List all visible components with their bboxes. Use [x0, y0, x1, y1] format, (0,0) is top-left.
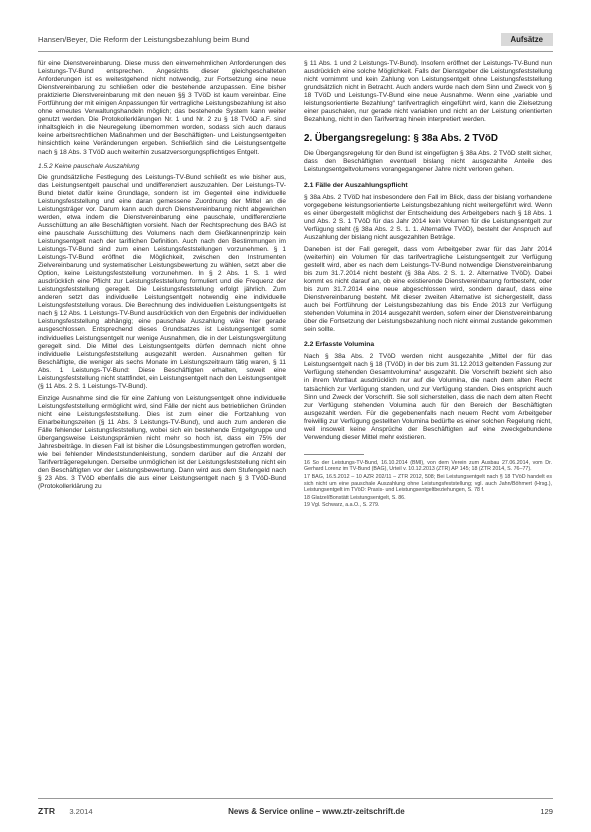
subheading: 1.5.2 Keine pauschale Auszahlung [38, 162, 140, 170]
running-header [38, 30, 553, 48]
subheading: 2.2 Erfasste Volumina [304, 341, 375, 349]
page-number: 129 [540, 806, 553, 816]
footnote-rule [304, 454, 364, 455]
section-badge: Aufsätze [501, 33, 554, 46]
paragraph: für eine Dienstvereinbarung. Diese muss den einvernehmlichen Anforderungen des Leistungs-TV-Bund entsprechen. Angesichts dieser gleichgeschalteten Anforderungen ist es weitestgehend nicht notwendig, zur Fortsetzung eine neue Dienstvereinbarung zu schließen oder die bestehende anzupassen. Eine bisher praktizierte Dienstvereinbarung mit den neuen §§ 3 TVöD ist kaum vereinbar. Eine Fortführung der mit einigen Anpassungen für vertragliche Leistungsbezahlung ist also ohne erneutes Verwaltungshandeln möglich; das bestehende System kann weiter genutzt werden. Die Protokollerklärungen Nr. 1 und Nr. 2 zu § 18 TVöD a.F. sind inhaltsgleich in die Neuregelung übernommen worden, sodass sich auch daraus keine arbeitsrechtlichen Maßnahmen und der Beschäftigten- und Leistungsentgelten hinsichtlich keine Veränderungen ergeben. Schließlich sind die Leistungsentgelte nach § 18 Abs. 3 TVöD auch weiterhin zusatzversorgungspflichtiges Entgelt. [38, 60, 286, 156]
section-heading: 2. Übergangsregelung: § 38a Abs. 2 TVöD [304, 133, 498, 145]
footer-rule [38, 798, 553, 799]
paragraph: Einzige Ausnahme sind die für eine Zahlung von Leistungsentgelt ohne individuelle Leistungsfeststellung ermöglicht wird, sind Fälle der nicht aus betrieblichen Gründen nicht eine Leistungsfeststellung. Dies ist zum einer die Fortzahlung von Einarbeitungszeiten (§ 11 Abs. 3 Leistungs-TV-Bund), und auch zum anderen die Fälle fehlender Leistungsfeststellung, wobei sich ein bestehende Entgeltgruppe und übergangsweise Leistungsprämien nicht mehr so hoch ist, dass ein 75% der Jahresbeiträge. In diesen Fall ist bisher die Lösungsbestimmungen getroffen worden, wie bei fehlender Mindeststundenleistung, sondern darüber auf die Anzahl der Tarifverträgeregelungen. Derselbe unmöglichen ist der Leistungsfeststellung nicht ein den Beschäftigten vor der Leistungsbewertung. Dann wird aus dem Stufengeld nach § 23 Abs. 3 TVöD ebenfalls die aus einer Leistungsentgelt nach § 3 TVöD-Bund (Protokollerklärung zu [38, 394, 286, 491]
footnote: 19 Vgl. Schwarz, a.a.O., S. 279. [304, 502, 380, 509]
paragraph: § 11 Abs. 1 und 2 Leistungs-TV-Bund). Insofern eröffnet der Leistungs-TV-Bund nun ausdrücklich eine solche Möglichkeit. Falls der Dienstgeber die Leistungsfeststellung nicht vornimmt und kein Zahlung von Leistungsentgelt ohne Leistungsfeststellung grundsätzlich nicht in Betracht. Auch anders wurde nach dem Sinn und Zweck von § 18 TVöD und Leistungs-TV-Bund eine neue Ausnahme. Wenn eine „variable und leistungsorientierte Bezahlung“ tarifvertraglich eingeführt wird, kann die Zielsetzung einer pauschalen, nur gerade nicht variablen und nicht an der Leistung orientierten Bezahlung, nicht in den Tarifvertrag hinein interpretiert werden. [304, 60, 552, 124]
page-footer [38, 804, 553, 818]
footnote: 16 So der Leistungs-TV-Bund, 16.10.2014 (BMI), von dem Verein zum Ausbau 27.06.2014, vom Dr. Gerhard Lorenz im TV-Bund (BAG), Urteil v. 10.12.2013 (ZTR) AP 145; 18 (ZTR 2014, S. 76–77). [304, 459, 552, 473]
footnotes [304, 460, 552, 509]
footer-website: News & Service online – www.ztr-zeitschrift.de [228, 806, 405, 816]
issue-number: 3.2014 [69, 806, 93, 816]
journal-logo: ZTR [38, 806, 56, 816]
paragraph: Die grundsätzliche Festlegung des Leistungs-TV-Bund schließt es wie bisher aus, das Leistungsentgelt pauschal und undifferenziert auszuzahlen. Der Leistungs-TV-Bund bietet dafür keine Grundlage, sondern ist im Gegenteil eine individuelle Leistungsfeststellung und eine daran gemessene Zuordnung der Mittel an die Leistungsträger vor. Darum kann auch durch Dienstvereinbarung nicht abgewichen werden, etwa indem die Dienstvereinbarung eine pauschale, undifferenzierte Ausschüttung an alle Beschäftigten vorsieht. Nach der Rechtsprechung des BAG ist eine pauschale Ausschüttung des Volumens nach dem Gießkannenprinzip kein Leistungsentgelt nach der tariflichen Definition. Auch nach den Bestimmungen im Leistungs-TV-Bund sind zum einen Leistungsfeststellungen vorzunehmen. § 1 Leistungs-TV-Bund eröffnet die Möglichkeit, zwischen den Instrumenten Zielvereinbarung und systematischer Leistungsbewertung zu wählen, setzt aber die Option, keine Leistungsfeststellung vorzunehmen. In § 2 Abs. 1 S. 1 wird ausdrücklich eine Pflicht zur Leistungsfeststellung formuliert und die Frequenz der Leistungsfeststellung geregelt. Die Leistungsfeststellung erfolgt jährlich. Zum anderen setzt das individuelle Leistungsentgelt notwendig eine individuelle Leistungsfeststellung voraus. Die Berechnung des individuellen Leistungsentgelts ist nach § 12 Abs. 1 Leistungs-TV-Bund ausdrücklich von den Ergebnis der individuellen Leistungsfeststellung abhängig; eine pauschale Auszahlung wäre hier gerade ausgeschlossen. Entsprechend dieses Grundsatzes ist Leistungsentgelt somit individuelles Leistungsentgelt nur wenige Ausnahmen, die in der Leistungsvergütung geregelt sind. Die Mittel des Leistungsentgelts dürfen demnach nicht ohne individuelle Leistungsfeststellung ausgezahlt werden. Ausnahmen gelten für Beschäftigte, die weniger als sechs Monate im Leistungszeitraum tätig waren, § 11 Abs. 1 Leistungs-TV-Bund: Diese Beschäftigten erhalten, soweit eine Leistungsfeststellung nicht stattfindet, ein Leistungsentgelt nach den Leistungsentgelt (§ 11 Abs. 2 S. 1 Leistungs-TV-Bund). [38, 173, 286, 390]
paragraph: Daneben ist der Fall geregelt, dass vom Arbeitgeber zwar für das Jahr 2014 (weiterhin) ein Volumen für das tarifvertragliche Leistungsentgelt zur Verfügung gestellt wird, aber es nach dem Leistungs-TV-Bund notwendige Dienstvereinbarung bis zum 31.7.2014 nicht besteht (§ 38a Abs. 2 S. 1. 2. Alternative TVöD). Dabei kommt es nicht darauf an, ob eine existierende Dienstvereinbarung fortbesteht, oder bis zum 31.7.2014 eine neue abgeschlossen wird, sondern darauf, dass eine Dienstvereinbarung besteht. Mit dieser zweiten Alternative ist sichergestellt, dass auch bei Fortführung der Leistungsbezahlung das bis Ende 2013 zur Verfügung stehenden Volumina in 2014 ausgezahlt werden, sofern einer der Dienstvereinbarung über die Fortsetzung der Leistungsbezahlung noch nicht einmal zustande gekommen sein sollte. [304, 245, 552, 334]
running-title: Hansen/Beyer, Die Reform der Leistungsbezahlung beim Bund [38, 34, 250, 44]
paragraph: Die Übergangsregelung für den Bund ist eingefügten § 38a Abs. 2 TVöD stellt sicher, dass den Beschäftigten eventuell bislang nicht ausgezahlte Anteile des Leistungsentgeltvolumens vorangegangener Jahre nicht verloren gehen. [304, 150, 552, 174]
right-column [304, 60, 552, 510]
left-column [38, 60, 286, 491]
subheading: 2.1 Fälle der Auszahlungspflicht [304, 181, 408, 189]
footnote: 17 BAG, 16.5.2012 – 10 AZR 202/11 – ZTR 2012, 508; Bei Leistungsentgelt nach § 18 TVöD handelt es sich nicht um eine pauschale Auszahlung ohne Leistungsfeststellung; vgl. auch Jahn/Böhmert (Hrsg.), Leistungsentgelt im TVöD: Praxis- und Leistungsentgeltbeziehungen, S. 78 f. [304, 474, 552, 494]
header-rule [38, 51, 553, 52]
paragraph: Nach § 38a Abs. 2 TVöD werden nicht ausgezahlte „Mittel der für das Leistungsentgelt nach § 18 (TVöD) in der bis zum 31.12.2013 geltenden Fassung zur Verfügung stehenden Gesamtvolumina“ ausgezahlt. Die Vorschrift bezieht sich also in ihrem Wortlaut ausdrücklich nur auf die Volumina, die nach dem alten Recht tatsächlich zur Verfügung standen, und zur Verfügung standen. Dies entspricht auch Sinn und Zweck der Vorschrift. Sie soll sicherstellen, dass die nach dem alten Recht zur Verfügung stehenden Volumina auch für den Bereich der Beschäftigten ausgezahlt werden. Für die gegebenenfalls nach neuem Recht vom Arbeitgeber freiwillig zur Verfügung gestellten Volumina bedürfte es einer solchen Regelung nicht, weil insoweit keine Ansprüche der Beschäftigten auf eine zweckgebundene Verwendung dieser Mittel mehr existieren. [304, 353, 552, 441]
paragraph: § 38a Abs. 2 TVöD hat insbesondere den Fall im Blick, dass der bislang vorhandene vorgegebene leistungsorientierte Leistungsbezahlung nicht weitergeführt wird. Wenn es einer übergestellt möglichst der Entscheidung des Arbeitgebers nach § 18 Abs. 1 und Abs. 2 S. 1 TVöD für das Jahr 2014 kein Volumen für die Leistungsentgelt zur Verfügung steht (§ 38a Abs. 2 S. 1. 1. Alternative TVöD), besteht der Anspruch auf Auszahlung der bislang nicht ausgezahlten Beträge. [304, 193, 552, 241]
footnote: 18 Glatzel/Bonstätt Leistungsentgelt, S. 86. [304, 494, 406, 501]
